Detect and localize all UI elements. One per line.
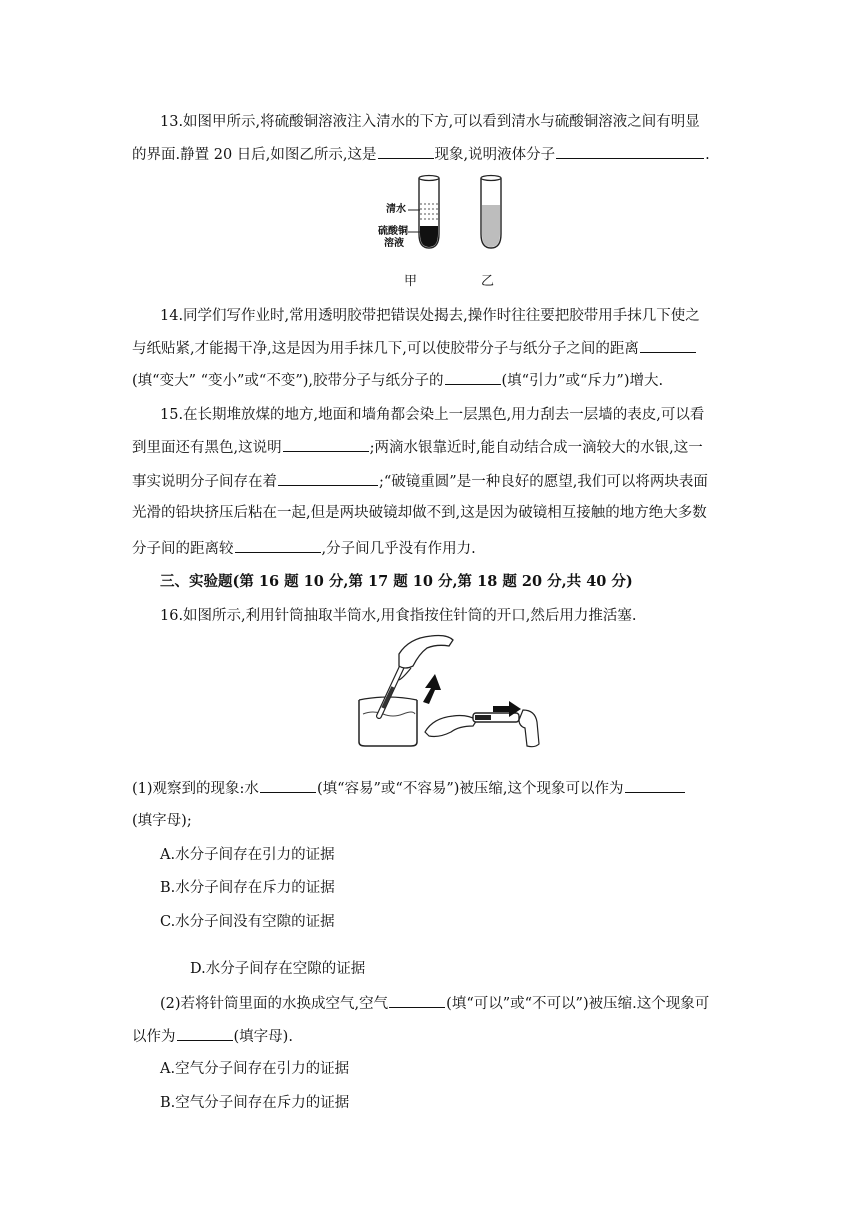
q13-line2 [132,144,710,165]
q16-p2-line1 [160,993,709,1014]
q16-p1-line1 [132,778,686,799]
q14-line2-text: 与纸贴紧,才能揭干净,这是因为用手抹几下,可以使胶带分子与纸分子之间的距离 [132,341,639,357]
q13-blank-1[interactable] [378,144,434,159]
q16-p2-text-d: (填字母). [233,1029,293,1045]
q16-p1-option-b[interactable]: B.水分子间存在斥力的证据 [160,880,335,896]
q16-p2-text-b: (填“可以”或“不可以”)被压缩.这个现象可 [446,996,710,1012]
q16-p2-option-b[interactable]: B.空气分子间存在斥力的证据 [160,1095,350,1111]
q14-line3-text-a: (填“变大” “变小”或“不变”),胶带分子与纸分子的 [132,373,444,389]
tube-a-rim [419,176,439,181]
q14-line3-text-b: (填“引力”或“斥力”)增大. [501,373,664,389]
q15-line2-text-a: 到里面还有黑色,这说明 [132,440,282,456]
syringe-plunger-tip [475,715,491,720]
q13-line2-text-a: 的界面.静置 20 日后,如图乙所示,这是 [132,147,377,163]
q13-line1: 13.如图甲所示,将硫酸铜溶液注入清水的下方,可以看到清水与硫酸铜溶液之间有明显 [160,114,700,130]
q15-blank-3[interactable] [235,538,321,553]
label-solution-2: 溶液 [384,238,404,249]
q16-blank-3[interactable] [389,993,445,1008]
q16-p1-option-c[interactable]: C.水分子间没有空隙的证据 [160,914,335,930]
q15-line1: 15.在长期堆放煤的地方,地面和墙角都会染上一层黑色,用力刮去一层墙的表皮,可以看 [160,407,705,423]
q15-line5-text-b: ,分子间几乎没有作用力. [321,541,476,557]
q14-line3 [132,370,663,391]
q16-p1-text-a: (1)观察到的现象:水 [132,781,259,797]
q16-p1-text-c: (填字母); [132,813,192,829]
q16-p2-text-a: (2)若将针筒里面的水换成空气,空气 [160,996,389,1012]
q13-blank-2[interactable] [556,144,704,159]
q13-line2-text-c: . [705,147,710,163]
water-surface [363,712,415,716]
q16-blank-2[interactable] [625,778,685,793]
q16-intro: 16.如图所示,利用针筒抽取半筒水,用食指按住针筒的开口,然后用力推活塞. [160,608,637,624]
label-solution-1: 硫酸铜 [378,226,408,237]
q16-p2-line2 [132,1026,293,1047]
q14-blank-2[interactable] [445,370,501,385]
q15-line3-text-b: ;“破镜重圆”是一种良好的愿望,我们可以将两块表面 [379,474,708,490]
arrow-up-icon [423,674,441,704]
q16-p1-option-a[interactable]: A.水分子间存在引力的证据 [160,847,335,863]
q15-blank-2[interactable] [278,471,378,486]
q15-line4: 光滑的铅块挤压后粘在一起,但是两块破镜却做不到,这是因为破镜相互接触的地方绝大多数 [132,505,707,521]
q14-line1: 14.同学们写作业时,常用透明胶带把错误处揭去,操作时往往要把胶带用手抹几下使之 [160,308,700,324]
q15-line3-text-a: 事实说明分子间存在着 [132,474,277,490]
q15-line3 [132,471,708,492]
syringe-diagram [355,632,555,748]
q16-blank-4[interactable] [177,1026,233,1041]
q16-p1-option-d[interactable]: D.水分子间存在空隙的证据 [190,961,366,977]
q16-blank-1[interactable] [260,778,316,793]
q14-line2 [132,338,697,359]
q16-p2-text-c: 以作为 [132,1029,176,1045]
copper-sulfate-layer [420,226,438,247]
label-water: 清水 [386,204,406,215]
q15-blank-1[interactable] [283,437,369,452]
tube-b-rim [481,176,501,181]
q15-line2-text-b: ;两滴水银靠近时,能自动结合成一滴较大的水银,这一 [369,440,703,456]
q15-line2 [132,437,703,458]
q16-p2-option-a[interactable]: A.空气分子间存在引力的证据 [160,1061,350,1077]
q13-line2-text-b: 现象,说明液体分子 [434,147,556,163]
hand-left [425,716,477,737]
beaker [359,700,417,746]
q15-line5 [132,538,476,559]
hand-top [399,636,453,669]
section-heading: 三、实验题(第 16 题 10 分,第 17 题 10 分,第 18 题 20 分,共 40 分) [160,573,633,590]
caption-b: 乙 [481,274,495,289]
q15-line5-text-a: 分子间的距离较 [132,541,234,557]
q14-blank-1[interactable] [640,338,696,353]
hand-right [519,710,539,747]
mixed-solution-layer [482,205,500,247]
q16-p1-text-b: (填“容易”或“不容易”)被压缩,这个现象可以作为 [316,781,624,797]
caption-a: 甲 [404,274,418,289]
